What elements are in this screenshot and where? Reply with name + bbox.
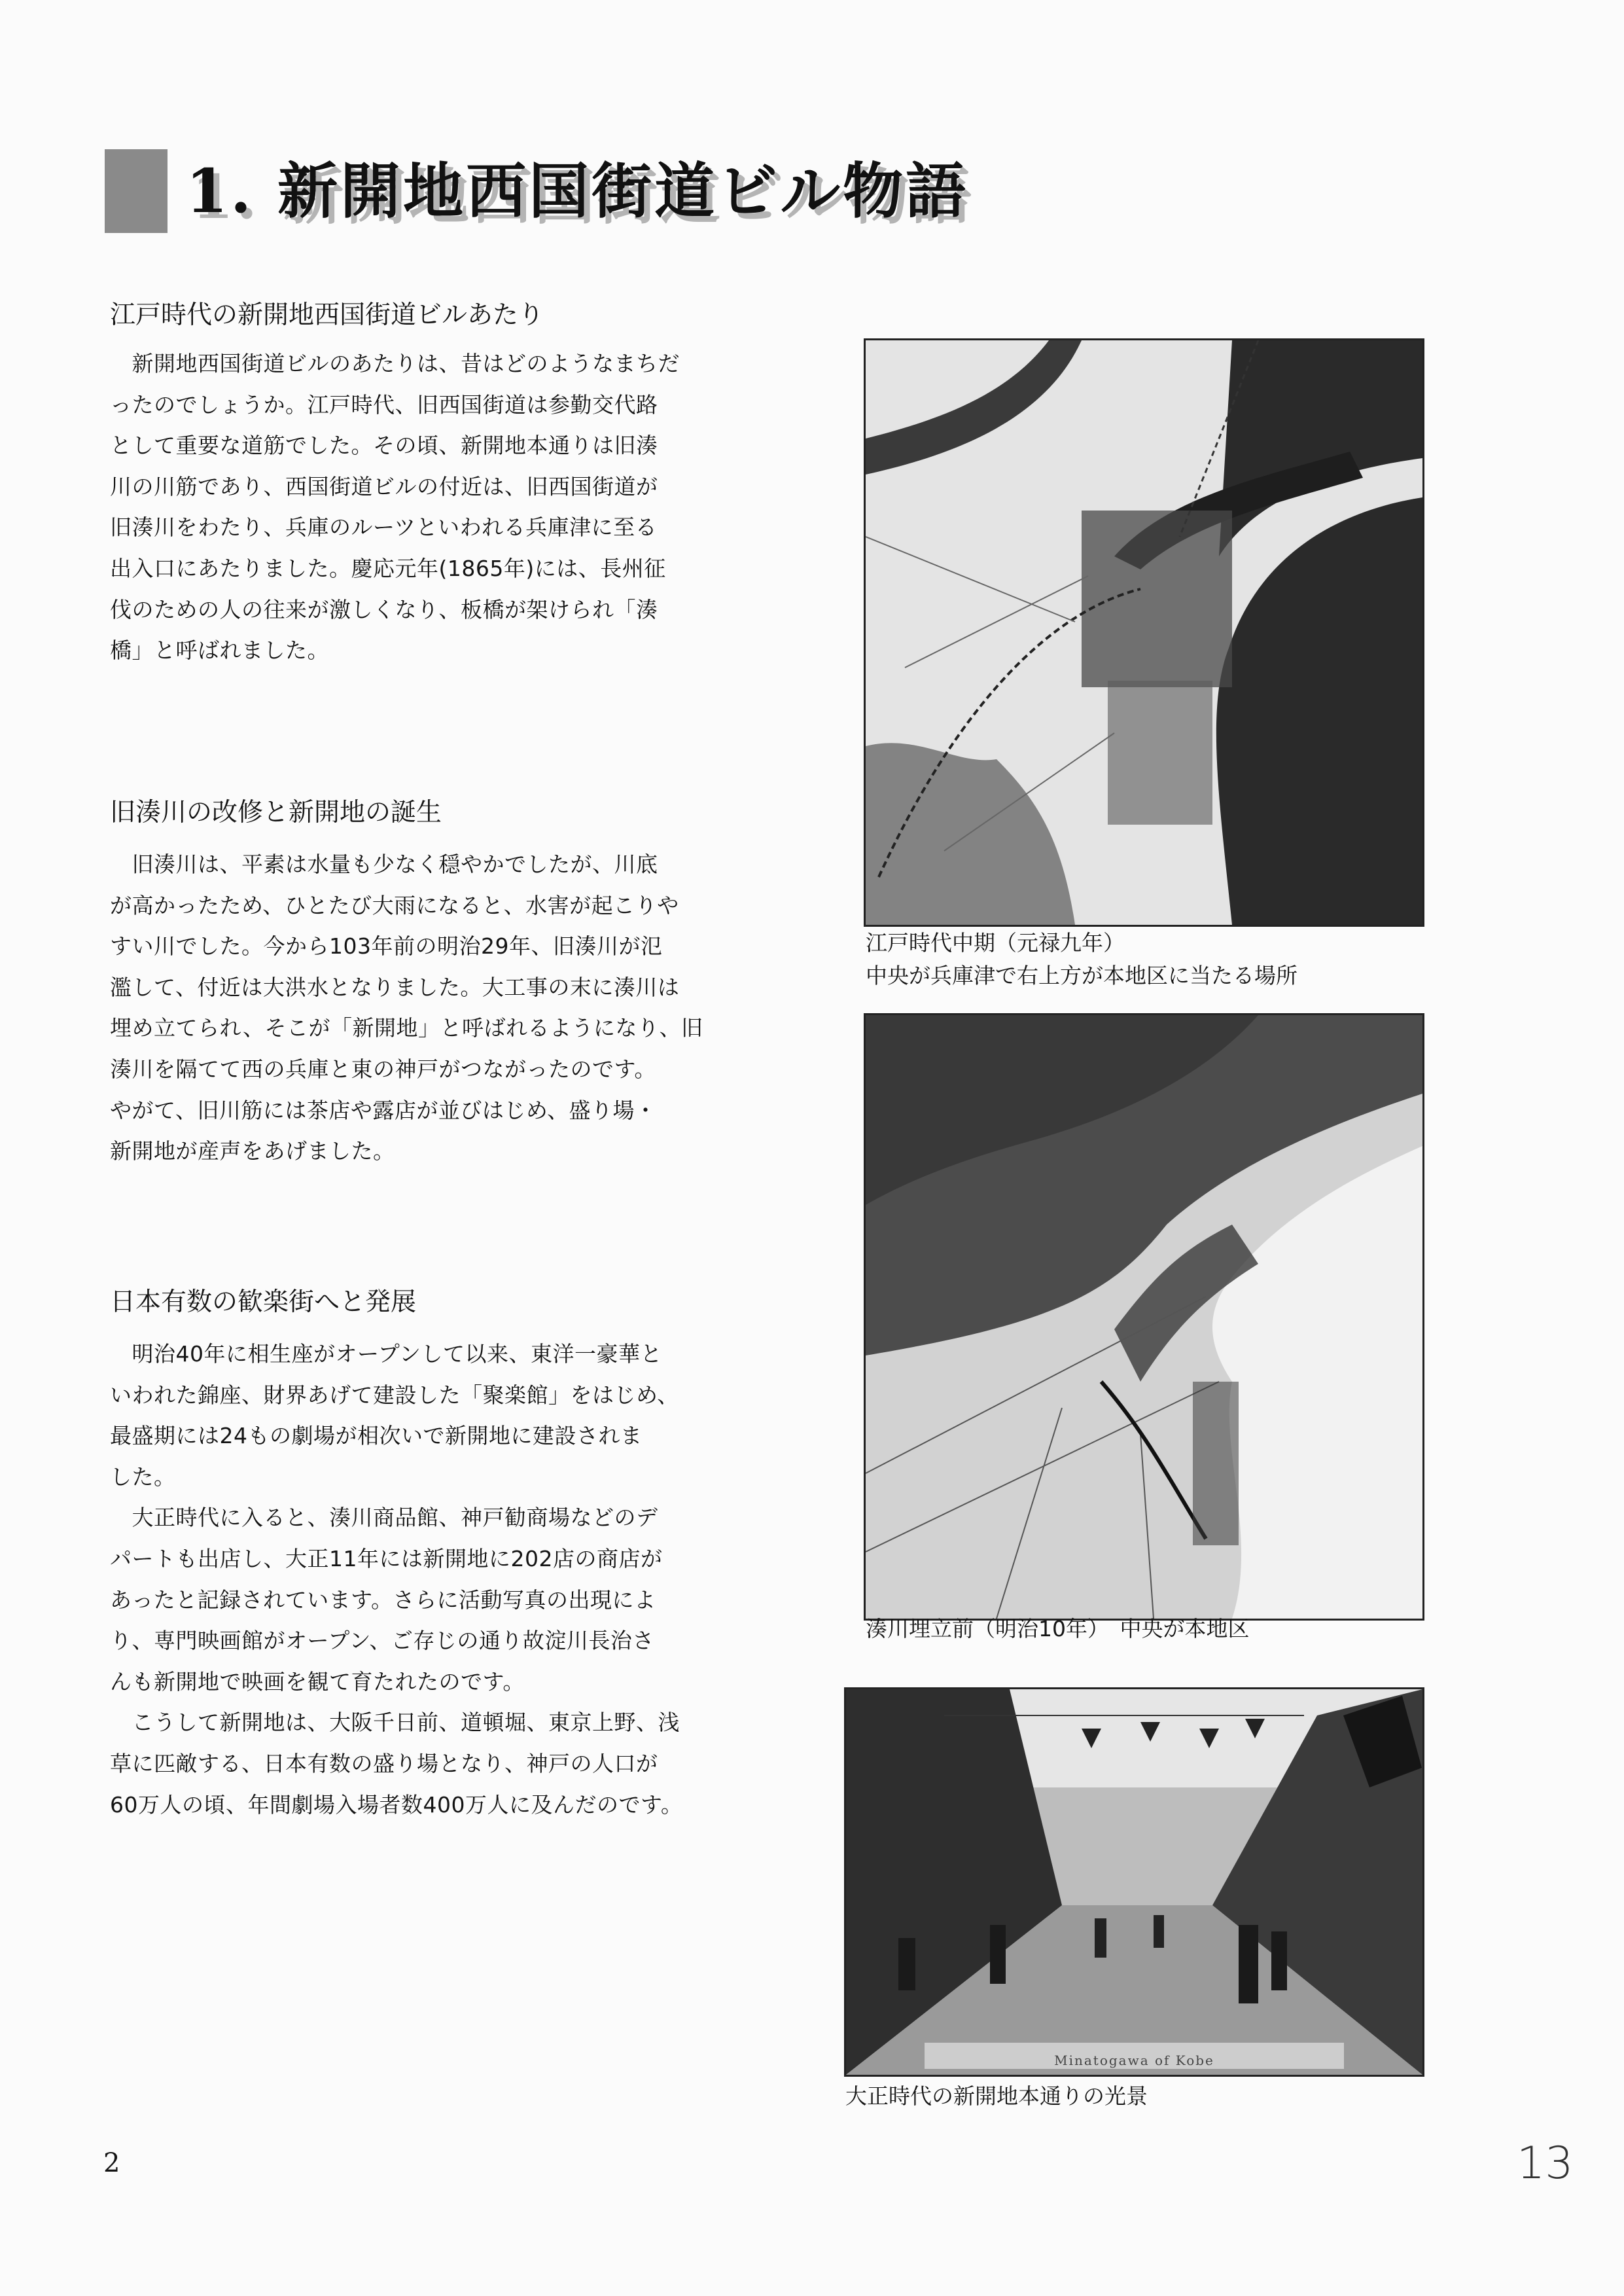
section-body-minatogawa	[110, 844, 713, 1172]
text-line: パートも出店し、大正11年には新開地に202店の商店が	[110, 1545, 663, 1571]
text-line: 大正時代に入ると、湊川商品館、神戸勧商場などのデ	[110, 1505, 658, 1531]
text-line: り、専門映画館がオープン、ご存じの通り故淀川長治さ	[110, 1628, 654, 1654]
text-line: 新開地が産声をあげました。	[110, 1138, 395, 1164]
title-marker-block	[105, 149, 168, 233]
caption-line: 江戸時代中期（元禄九年）	[866, 930, 1125, 956]
text-line: 旧湊川は、平素は水量も少なく穏やかでしたが、川底	[110, 852, 658, 877]
text-line: あったと記録されています。さらに活動写真の出現によ	[110, 1587, 656, 1613]
text-line: 濫して、付近は大洪水となりました。大工事の末に湊川は	[110, 974, 680, 1000]
text-line: 最盛期には24もの劇場が相次いで新開地に建設されま	[110, 1423, 643, 1449]
text-line: やがて、旧川筋には茶店や露店が並びはじめ、盛り場・	[110, 1097, 657, 1123]
meiji-map-caption	[866, 1613, 1250, 1645]
page-number: 2	[103, 2148, 120, 2178]
section-body-entertainment	[110, 1334, 713, 1825]
edo-period-map-image	[864, 338, 1424, 927]
text-line: 湊川を隔てて西の兵庫と東の神戸がつながったのです。	[110, 1056, 656, 1082]
photo-caption-imprint: Minatogawa of Kobe	[1054, 2053, 1214, 2068]
text-line: 旧湊川をわたり、兵庫のルーツといわれる兵庫津に至る	[110, 514, 658, 541]
caption-line: 中央が兵庫津で右上方が本地区に当たる場所	[866, 963, 1297, 988]
caption-line: 湊川埋立前（明治10年） 中央が本地区	[866, 1616, 1250, 1641]
taisho-photo-caption	[845, 2080, 1148, 2113]
text-line: いわれた錦座、財界あげて建設した「聚楽館」をはじめ、	[110, 1382, 679, 1408]
caption-line: 大正時代の新開地本通りの光景	[845, 2083, 1148, 2109]
text-line: 川の川筋であり、西国街道ビルの付近は、旧西国街道が	[110, 473, 658, 499]
text-line: として重要な道筋でした。その頃、新開地本通りは旧湊	[110, 433, 658, 459]
text-line: 出入口にあたりました。慶応元年(1865年)には、長州征	[110, 555, 666, 581]
page-title: 1. 新開地西国街道ビル物語	[186, 156, 969, 226]
text-line: 橋」と呼ばれました。	[110, 637, 329, 664]
meiji-period-map-image	[864, 1013, 1424, 1621]
text-line: 新開地西国街道ビルのあたりは、昔はどのようなまちだ	[110, 351, 680, 376]
section-heading-edo: 江戸時代の新開地西国街道ビルあたり	[110, 300, 544, 330]
section-heading-entertainment: 日本有数の歓楽街へと発展	[110, 1287, 417, 1317]
section-body-edo	[110, 344, 713, 672]
handwritten-page-number: 13	[1517, 2138, 1574, 2189]
text-line: が高かったため、ひとたび大雨になると、水害が起こりや	[110, 892, 679, 918]
text-line: んも新開地で映画を観て育たれたのです。	[110, 1668, 525, 1695]
text-line: 伐のための人の往来が激しくなり、板橋が架けられ「湊	[110, 596, 658, 622]
text-line: 明治40年に相生座がオープンして以来、東洋一豪華と	[110, 1341, 663, 1367]
taisho-street-photo	[844, 1687, 1424, 2077]
text-line: 埋め立てられ、そこが「新開地」と呼ばれるようになり、旧	[110, 1015, 703, 1041]
text-line: こうして新開地は、大阪千日前、道頓堀、東京上野、浅	[110, 1710, 680, 1736]
edo-map-caption	[866, 927, 1297, 992]
text-line: した。	[110, 1463, 176, 1490]
text-line: ったのでしょうか。江戸時代、旧西国街道は参勤交代路	[110, 391, 658, 418]
section-heading-minatogawa: 旧湊川の改修と新開地の誕生	[110, 798, 442, 827]
text-line: すい川でした。今から103年前の明治29年、旧湊川が氾	[110, 933, 663, 960]
text-line: 草に匹敵する、日本有数の盛り場となり、神戸の人口が	[110, 1750, 658, 1776]
text-line: 60万人の頃、年間劇場入場者数400万人に及んだのです。	[110, 1791, 683, 1818]
